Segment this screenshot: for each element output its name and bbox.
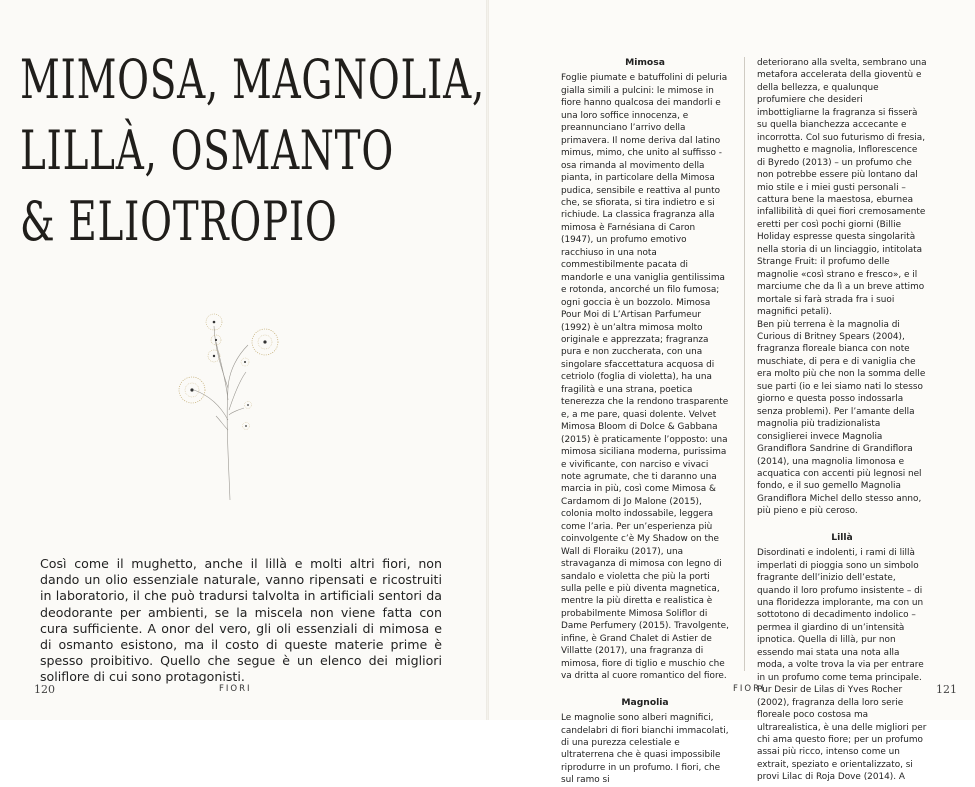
running-head-left: FIORI [219,684,252,694]
column-2 [757,57,927,784]
page-number-left: 120 [34,683,55,696]
mimosa-flower-illustration [168,300,288,500]
section-heading-mimosa: Mimosa [625,57,665,68]
title-line-1: MIMOSA, MAGNOLIA, [20,48,485,111]
magnolia-text: Le magnolie sono alberi magnifici, candelabri di fiori bianchi immacolati, di una purezza celestiale e ultraterrena che è quasi impossibile riprodurre in un profumo. I fiori, che sul ramo si [561,713,729,786]
book-gutter [486,0,489,720]
chapter-title [20,44,485,257]
magnolia-text-continued: deteriorano alla svelta, sembrano una metafora accelerata della gioventù e della bellezza, e qualunque profumiere che desideri imbottigliarne la fragranza si fisserà su quella bianchezza accecante e incorrotta. Col suo futurismo di fresia, mughetto e magnolia, Inflorescence di Byredo (2013) – un profumo che non potrebbe essere più lontano dal mio stile e i miei gusti personali – cattura bene la maestosa, eburnea infallibilità di quei fiori cremosamente eretti per così pochi giorni (Billie Holiday espresse questa singolarità nella storia di un linciaggio, intitolata Strange Fruit: il profumo delle magnolie «così strano e fresco», e il marciume che da lì a un breve attimo mortale si farà strada fra i suoi magnifici petali). [757,58,927,318]
section-heading-lilla: Lillà [831,531,853,543]
title-line-2: LILLÀ, OSMANTO [20,119,394,182]
column-1 [561,57,729,787]
magnolia-text-paragraph-2: Ben più terrena è la magnolia di Curious di Britney Spears (2004), fragranza floreale bianca con note muschiate, di pera e di vaniglia che era molto più che non la somma delle sue parti (io e lei siamo nati lo stesso giorno e questa posso indossarla senza problemi). Per l’amante della magnolia più tradizionalista consiglierei invece Magnolia Grandiflora Sandrine di Grandiflora (2014), una magnolia limonosa e acquatica con accenti più legnosi nel fondo, e il suo gemello Magnolia Grandiflora Michel dello stesso anno, più pieno e più ceroso. [757,319,926,517]
title-line-3: & ELIOTROPIO [20,190,338,253]
lilla-text: Disordinati e indolenti, i rami di lillà imperlati di pioggia sono un simbolo fragrante dell’inizio dell’estate, quando il loro profumo insistente – di una floridezza implorante, ma con un sottotono di decadimento indolico – permea il giardino di un’intensità ipnotica. Quella di lillà, pur non essendo mai stata una nota alla moda, a volte trova la via per entrare in un profumo come tema principale. Pur Desir de Lilas di Yves Rocher (2002), fragranza della loro serie floreale poco costosa ma ultrarealistica, è una delle migliori per chi ama questo fiore; per un profumo assai più ricco, intenso come un extrait, speziato e orientalizzato, si provi Lilac di Roja Dove (2014). A [757,548,927,783]
running-head-right: FIORI [733,684,766,694]
mimosa-text: Foglie piumate e batuffolini di peluria gialla simili a pulcini: le mimose in fiore hanno qualcosa dei mandorli e una loro soffice innocenza, e preannunciano l’arrivo della primavera. Il nome deriva dal latino mimus, mimo, che unito al suffisso -osa rimanda al movimento della pianta, in particolare della Mimosa pudica, sensibile e reattiva al punto che, se sfiorata, si tira indietro e si richiude. La classica fragranza alla mimosa è Farnésiana di Caron (1947), un profumo emotivo racchiuso in una nota commestibilmente pacata di mandorle e una vaniglia gentilissima e rotonda, ancorché un filo fumosa; ogni goccia è un bozzolo. Mimosa Pour Moi di L’Artisan Parfumeur (1992) è un’altra mimosa molto originale e apprezzata; fragranza pura e non zuccherata, con una singolare sfaccettatura acquosa di cetriolo (foglia di violetta), ha una fragilità e una strana, poetica tenerezza che la rendono trasparente e, a me pare, quasi dolente. Velvet Mimosa Bloom di Dolce & Gabbana (2015) è praticamente l’opposto: una mimosa siciliana moderna, purissima e vivificante, con narciso e vivaci note agrumate, che ti daranno una marcia in più, così come Mimosa & Cardamom di Jo Malone (2015), colonia molto indossabile, leggera come l’aria. Per un’esperienza più coinvolgente c’è My Shadow on the Wall di Floraiku (2017), una stravaganza di mimosa con legno di sandalo e violetta che più la porti sulla pelle e più diventa magnetica, mentre la più diretta e realistica è probabilmente Mimosa Soliflor di Dame Perfumery (2015). Travolgente, infine, è Grand Chalet di Astier de Villatte (2017), una fragranza di mimosa, fiore di tiglio e muschio che va dritta al cuore romantico del fiore. [561,73,729,682]
page-number-right: 121 [936,683,957,696]
section-heading-magnolia: Magnolia [621,696,669,708]
intro-paragraph: Così come il mughetto, anche il lillà e molti altri fiori, non dando un olio essenziale naturale, vanno ripensati e ricostruiti in laboratorio, il che può tradursi talvolta in artificiali sentori da deodorante per ambienti, se la miscela non viene fatta con cura sufficiente. A onor del vero, gli oli essenziali di mimosa e di osmanto esistono, ma il costo di queste materie prime è spesso proibitivo. Quello che segue è un elenco dei migliori soliflore di cui sono protagonisti. [40,556,442,685]
column-divider [744,57,745,671]
